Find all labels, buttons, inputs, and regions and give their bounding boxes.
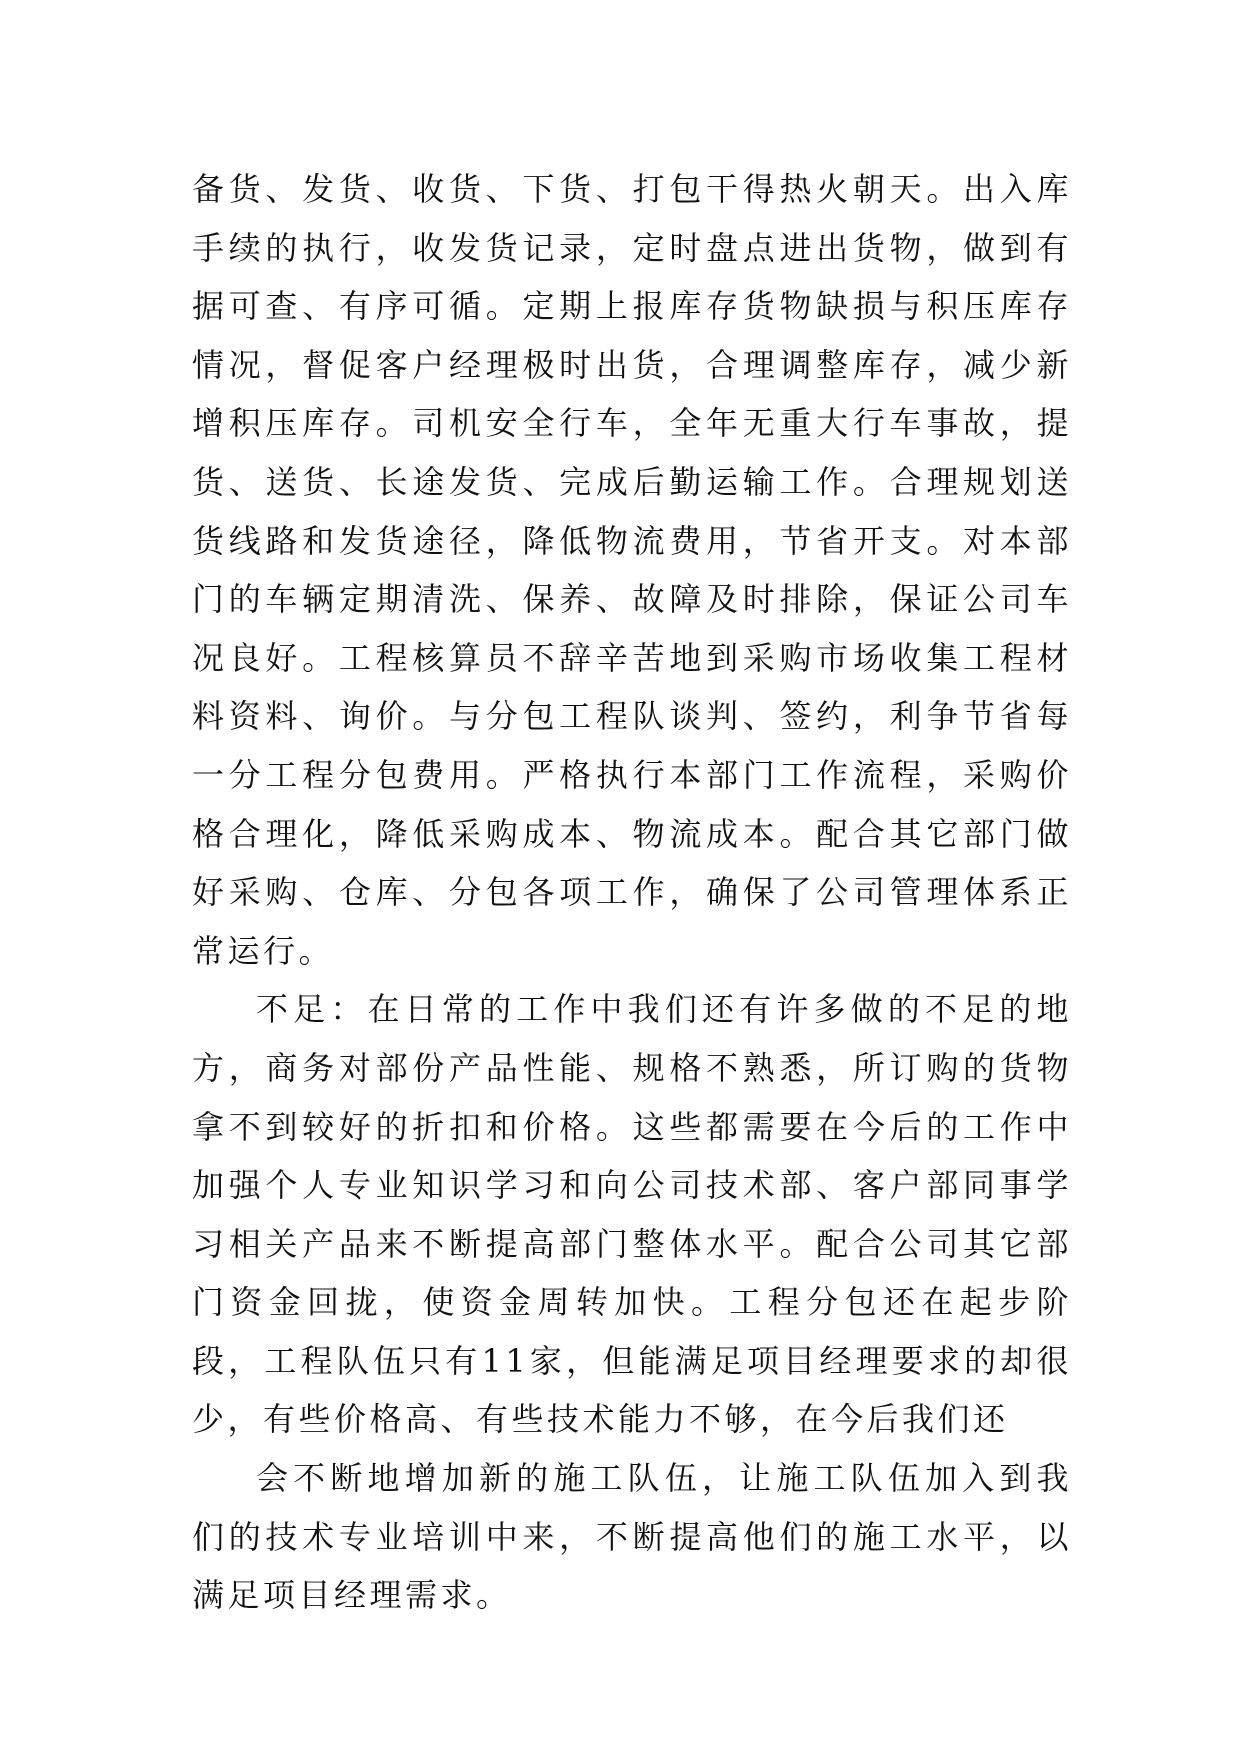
document-body — [192, 160, 1072, 1625]
paragraph-shortcomings: 不足：在日常的工作中我们还有许多做的不足的地方，商务对部份产品性能、规格不熟悉，所订购的货物拿不到较好的折扣和价格。这些都需要在今后的工作中加强个人专业知识学习和向公司技术部、客户部同事学习相关产品来不断提高部门整体水平。配合公司其它部门资金回拢，使资金周转加快。工程分包还在起步阶段，工程队伍只有11家，但能满足项目经理要求的却很少，有些价格高、有些技术能力不够，在今后我们还 — [192, 990, 1072, 1439]
paragraph-continuation: 备货、发货、收货、下货、打包干得热火朝天。出入库手续的执行，收发货记录，定时盘点进出货物，做到有据可查、有序可循。定期上报库存货物缺损与积压库存情况，督促客户经理极时出货，合理调整库存，减少新增积压库存。司机安全行车，全年无重大行车事故，提货、送货、长途发货、完成后勤运输工作。合理规划送货线路和发货途径，降低物流费用，节省开支。对本部门的车辆定期清洗、保养、故障及时排除，保证公司车况良好。工程核算员不辞辛苦地到采购市场收集工程材料资料、询价。与分包工程队谈判、签约，利争节省每一分工程分包费用。严格执行本部门工作流程，采购价格合理化，降低采购成本、物流成本。配合其它部门做好采购、仓库、分包各项工作，确保了公司管理体系正常运行。 — [192, 170, 1072, 970]
paragraph-future-plan: 会不断地增加新的施工队伍，让施工队伍加入到我们的技术专业培训中来，不断提高他们的施工水平，以满足项目经理需求。 — [192, 1459, 1072, 1615]
